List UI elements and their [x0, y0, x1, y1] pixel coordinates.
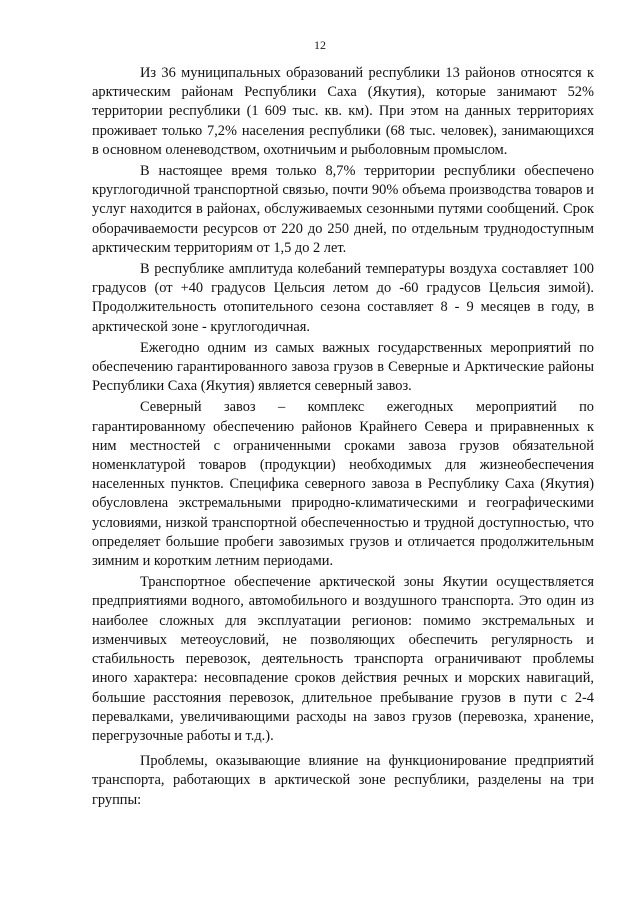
page-number: 12	[314, 38, 326, 52]
body-text	[92, 64, 594, 812]
paragraph-6: Транспортное обеспечение арктической зоны Якутии осуществляется предприятиями водного, автомобильного и воздушного транспорта. Это один из наиболее сложных для эксплуатации регионов: помимо экстремальных и изменчивых метеоусловий, не позволяющих обеспечить регулярность и стабильность перевозок, деятельность транспорта ограничивают проблемы иного характера: несовпадение сроков действия речных и морских навигаций, большие расстояния перевозок, длительное пребывание грузов в пути с 2-4 перевалками, увеличивающими расходы на завоз грузов (перевозка, хранение, перегрузочные работы и т.д.).	[92, 574, 594, 744]
paragraph-5: Северный завоз – комплекс ежегодных мероприятий по гарантированному обеспечению районов Крайнего Севера и приравненных к ним местностей с ограниченными сроками завоза грузов обязательной номенклатурой товаров (продукции) необходимых для жизнеобеспечения населенных пунктов. Специфика северного завоза в Республику Саха (Якутия) обусловлена экстремальными природно-климатическими и географическими условиями, низкой транспортной обеспеченностью и трудной доступностью, что определяет большие пробеги завозимых грузов и отличается продолжительным зимним и коротким летним периодами.	[92, 399, 594, 570]
paragraph-2: В настоящее время только 8,7% территории республики обеспечено круглогодичной транспортной связью, почти 90% объема производства товаров и услуг находится в районах, обслуживаемых сезонными путями сообщений. Срок оборачиваемости ресурсов от 220 до 250 дней, по отдельным труднодоступным арктическим территориям от 1,5 до 2 лет.	[92, 163, 594, 256]
paragraph-1: Из 36 муниципальных образований республики 13 районов относятся к арктическим районам Республики Саха (Якутия), которые занимают 52% территории республики (1 609 тыс. кв. км). При этом на данных территориях проживает только 7,2% населения республики (68 тыс. человек), занимающихся в основном оленеводством, охотничьим и рыболовным промыслом.	[92, 65, 594, 158]
paragraph-7: Проблемы, оказывающие влияние на функционирование предприятий транспорта, работающих в арктической зоне республики, разделены на три группы:	[92, 753, 594, 808]
paragraph-3: В республике амплитуда колебаний температуры воздуха составляет 100 градусов (от +40 градусов Цельсия летом до -60 градусов Цельсия зимой). Продолжительность отопительного сезона составляет 8 - 9 месяцев в году, в арктической зоне - круглогодичная.	[92, 261, 594, 335]
paragraph-4: Ежегодно одним из самых важных государственных мероприятий по обеспечению гарантированного завоза грузов в Северные и Арктические районы Республики Саха (Якутия) является северный завоз.	[92, 339, 594, 395]
